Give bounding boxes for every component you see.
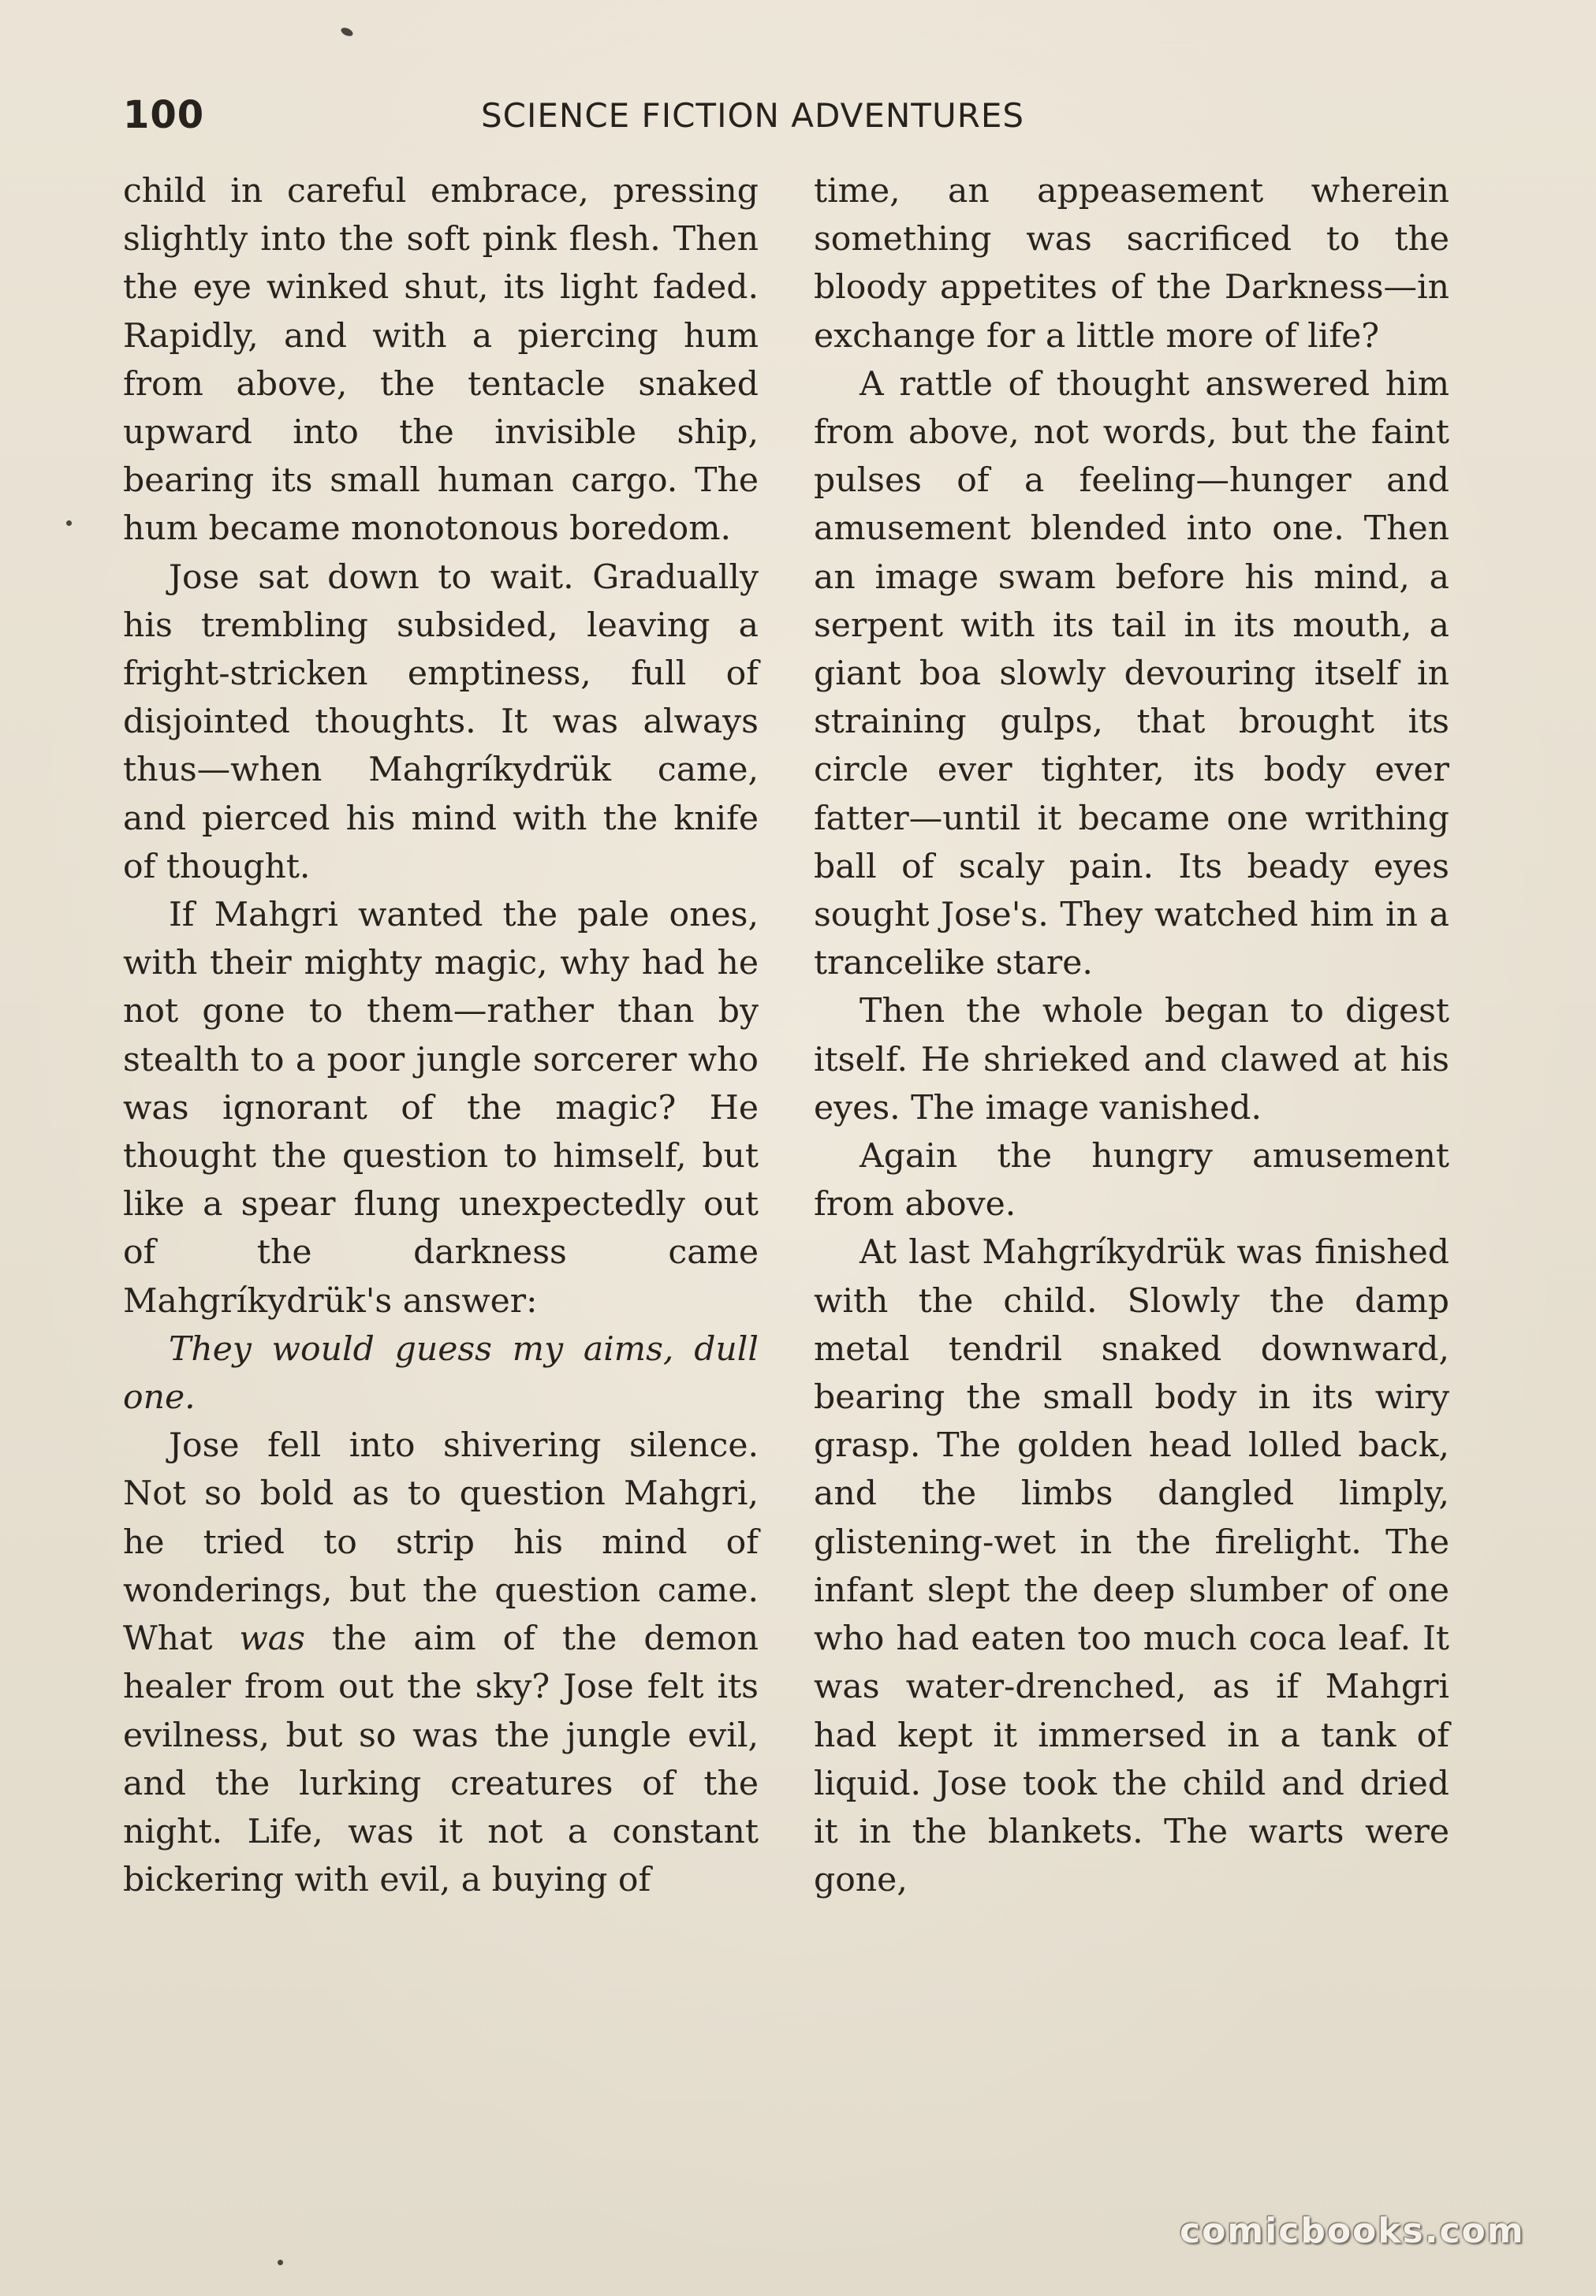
paragraph: child in careful embrace, pressing slightly into the soft pink flesh. Then the eye winked shut, its light faded. Rapidly, and with a piercing hum from above, the tentacle snaked upward into the invisible ship, bearing its small human cargo. The hum became monotonous boredom. xyxy=(123,172,759,549)
right-column xyxy=(814,167,1449,1904)
paragraph: Then the whole began to digest itself. He shrieked and clawed at his eyes. The image vanished. xyxy=(814,992,1449,1128)
ink-speck xyxy=(66,520,72,526)
paragraph: If Mahgri wanted the pale ones, with their mighty magic, why had he not gone to them—rather than by stealth to a poor jungle sorcerer who was ignorant of the magic? He thought the question to himself, but like a spear flung unexpectedly out of the darkness came Mahgríkydrük's answer: xyxy=(123,896,759,1321)
watermark: comicbooks.com xyxy=(1180,2211,1525,2251)
paragraph: At last Mahgríkydrük was finished with the child. Slowly the damp metal tendril snaked downward, bearing the small body in its wiry grasp. The golden head lolled back, and the limbs dangled limply, glistening-wet in the firelight. The infant slept the deep slumber of one who had eaten too much coca leaf. It was water-drenched, as if Mahgri had kept it immersed in a tank of liquid. Jose took the child and dried it in the blankets. The warts were gone, xyxy=(814,1233,1449,1900)
ink-speck xyxy=(278,2260,283,2265)
ink-speck xyxy=(340,26,354,38)
paragraph: A rattle of thought answered him from above, not words, but the faint pulses of a feeling—hunger and amusement blended into one. Then an image swam before his mind, a serpent with its tail in its mouth, a giant boa slowly devouring itself in straining gulps, that brought its circle ever tighter, its body ever fatter—until it became one writhing ball of scaly pain. Its beady eyes sought Jose's. They watched him in a trancelike stare. xyxy=(814,364,1449,983)
paragraph: Jose fell into shivering silence. Not so bold as to question Mahgri, he tried to strip his mind of wonderings, but the question came. What was the aim of the demon healer from out the sky? Jose felt its evilness, but so was the jungle evil, and the lurking creatures of the night. Life, was it not a constant bickering with evil, a buying of xyxy=(123,1426,759,1900)
left-column xyxy=(123,167,759,1904)
page-header xyxy=(123,93,1082,148)
emphasized-word: was xyxy=(239,1620,305,1659)
paragraph: Again the hungry amusement from above. xyxy=(814,1137,1449,1224)
paragraph: Jose sat down to wait. Gradually his trembling subsided, leaving a fright-stricken emptiness, full of disjointed thoughts. It was always thus—when Mahgríkydrük came, and pierced his mind with the knife of thought. xyxy=(123,557,759,886)
running-title: SCIENCE FICTION ADVENTURES xyxy=(481,96,1025,135)
italic-thought: They would guess my aims, dull one. xyxy=(123,1329,759,1418)
page-number: 100 xyxy=(123,93,205,137)
paragraph: time, an appeasement wherein something was sacrificed to the bloody appetites of the Darkness—in exchange for a little more of life? xyxy=(814,172,1449,356)
